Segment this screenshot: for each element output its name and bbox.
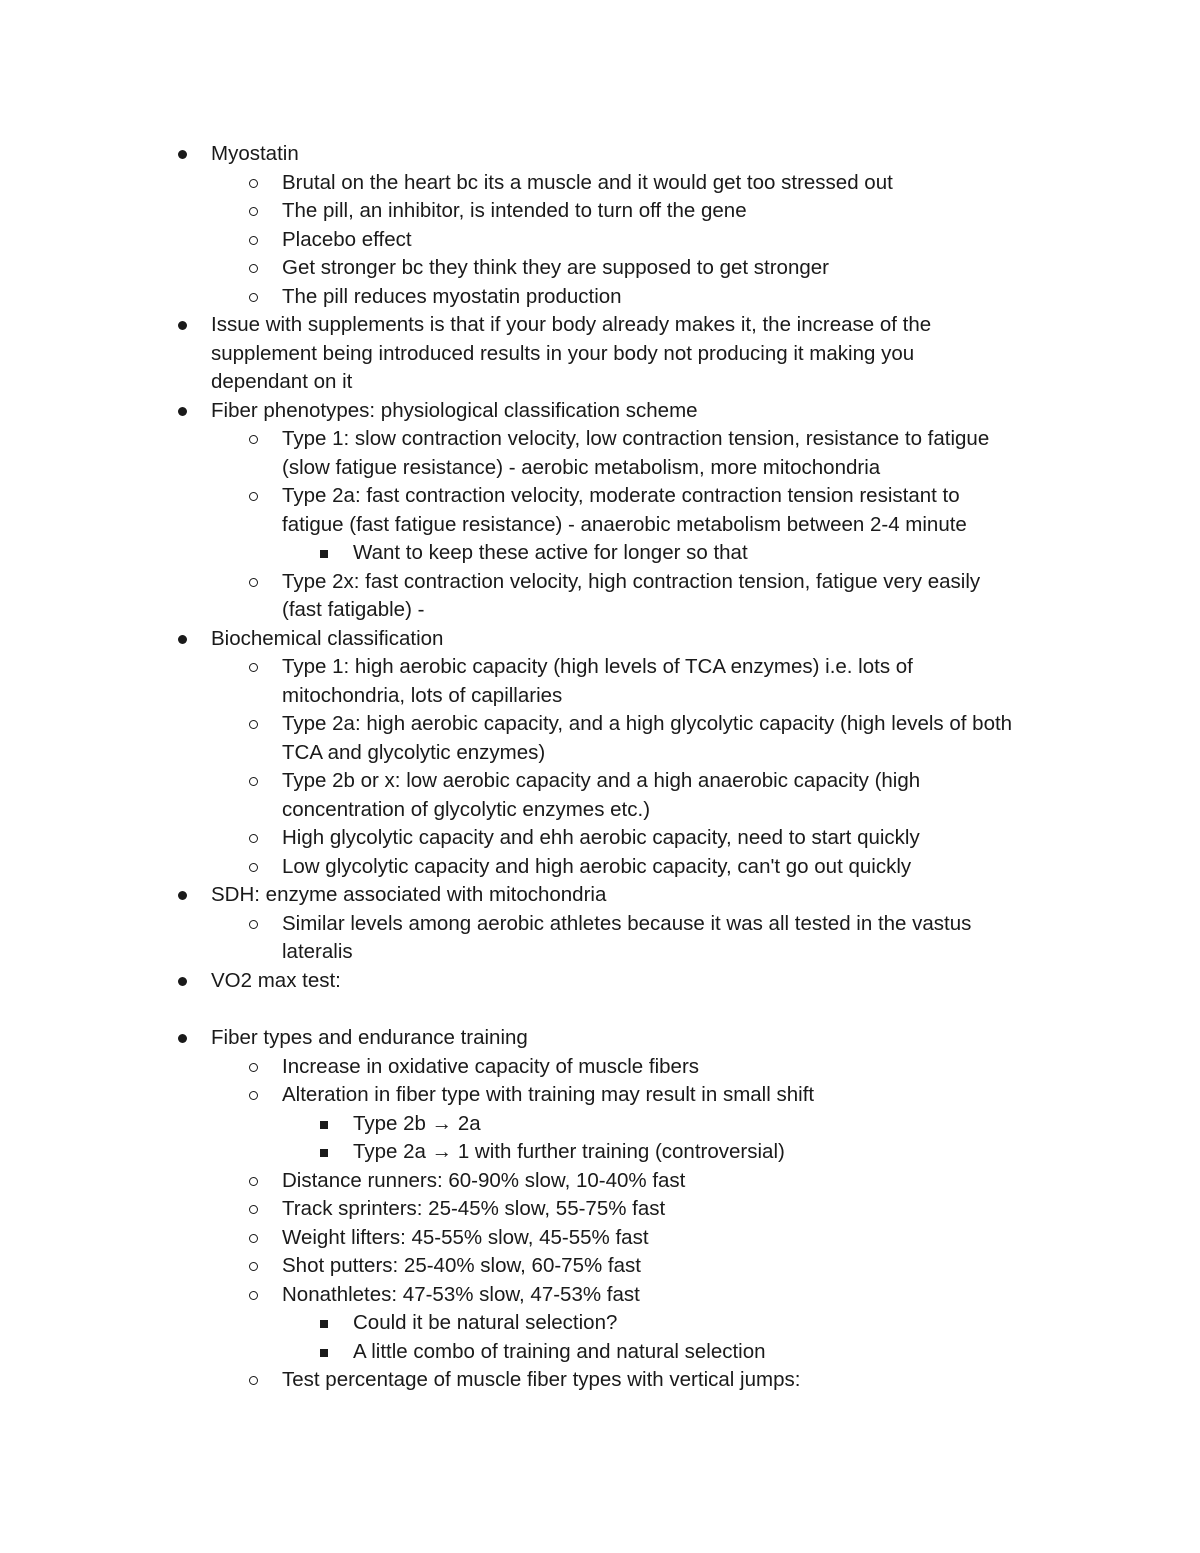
list-item-text: The pill reduces myostatin production [282, 284, 622, 308]
list-item-level-0 [0, 881, 1200, 910]
list-item-text: Type 1: slow contraction velocity, low contraction tension, resistance to fatigue [282, 427, 990, 450]
hollow-circle-bullet-icon [249, 1234, 258, 1243]
hollow-circle-bullet-icon [249, 1376, 258, 1385]
list-item-level-1 [0, 1366, 1200, 1395]
list-item-text: TCA and glycolytic enzymes) [282, 740, 546, 764]
list-item-level-0 [0, 311, 1200, 340]
list-item-text: Type 2a → 1 with further training (controversial) [353, 1140, 785, 1163]
list-item-level-0-continuation [0, 340, 1200, 369]
list-item-level-2 [0, 1110, 1200, 1139]
list-item-text: Type 2a: fast contraction velocity, moderate contraction tension resistant to [282, 484, 960, 507]
list-item-text: Placebo effect [282, 227, 412, 251]
list-item-level-2 [0, 1309, 1200, 1338]
filled-circle-bullet-icon [178, 407, 187, 416]
filled-circle-bullet-icon [178, 321, 187, 330]
filled-circle-bullet-icon [178, 977, 187, 986]
list-item-text: Weight lifters: 45-55% slow, 45-55% fast [282, 1225, 649, 1249]
list-item-level-1 [0, 1281, 1200, 1310]
list-item-level-1 [0, 653, 1200, 682]
list-item-text: Myostatin [211, 142, 299, 165]
list-item-level-1 [0, 1053, 1200, 1082]
hollow-circle-bullet-icon [249, 1205, 258, 1214]
hollow-circle-bullet-icon [249, 264, 258, 273]
list-item-text: Fiber types and endurance training [211, 1026, 528, 1049]
square-bullet-icon [320, 1320, 328, 1328]
list-item-level-1 [0, 767, 1200, 796]
list-item-level-0 [0, 1024, 1200, 1053]
list-item-level-1 [0, 197, 1200, 226]
hollow-circle-bullet-icon [249, 236, 258, 245]
list-item-level-2 [0, 539, 1200, 568]
square-bullet-icon [320, 1121, 328, 1129]
square-bullet-icon [320, 1349, 328, 1357]
list-item-text: Track sprinters: 25-45% slow, 55-75% fast [282, 1197, 666, 1220]
list-item-text: Similar levels among aerobic athletes because it was all tested in the vastus [282, 911, 972, 935]
list-item-level-1 [0, 1224, 1200, 1253]
hollow-circle-bullet-icon [249, 834, 258, 843]
list-item-text: (fast fatigable) - [282, 598, 425, 621]
list-item-level-1 [0, 710, 1200, 739]
list-item-level-1-continuation [0, 682, 1200, 711]
hollow-circle-bullet-icon [249, 920, 258, 929]
list-item-level-1 [0, 226, 1200, 255]
list-item-text: Type 2x: fast contraction velocity, high contraction tension, fatigue very easily [282, 569, 981, 593]
list-item-text: Get stronger bc they think they are supposed to get stronger [282, 256, 829, 279]
list-item-level-0 [0, 967, 1200, 996]
hollow-circle-bullet-icon [249, 578, 258, 587]
hollow-circle-bullet-icon [249, 492, 258, 501]
list-item-level-0 [0, 140, 1200, 169]
list-item-level-1 [0, 283, 1200, 312]
list-item-level-0-continuation [0, 368, 1200, 397]
list-item-level-1-continuation [0, 511, 1200, 540]
hollow-circle-bullet-icon [249, 663, 258, 672]
list-item-level-1 [0, 1195, 1200, 1224]
list-item-text: Low glycolytic capacity and high aerobic capacity, can't go out quickly [282, 854, 912, 878]
hollow-circle-bullet-icon [249, 1291, 258, 1300]
list-item-text: lateralis [282, 940, 353, 963]
filled-circle-bullet-icon [178, 150, 187, 159]
list-item-level-1 [0, 482, 1200, 511]
list-item-level-0 [0, 397, 1200, 426]
list-item-text: mitochondria, lots of capillaries [282, 683, 563, 707]
list-item-level-2 [0, 1138, 1200, 1167]
list-item-level-1-continuation [0, 739, 1200, 768]
list-item-text: Biochemical classification [211, 626, 444, 650]
list-item-text: A little combo of training and natural selection [353, 1339, 766, 1363]
square-bullet-icon [320, 1149, 328, 1157]
list-item-text: (slow fatigue resistance) - aerobic metabolism, more mitochondria [282, 455, 881, 479]
list-item-level-1 [0, 254, 1200, 283]
list-item-text: Increase in oxidative capacity of muscle fibers [282, 1054, 700, 1078]
list-item-text: Type 1: high aerobic capacity (high levels of TCA enzymes) i.e. lots of [282, 655, 913, 678]
hollow-circle-bullet-icon [249, 435, 258, 444]
hollow-circle-bullet-icon [249, 1091, 258, 1100]
list-item-text: Shot putters: 25-40% slow, 60-75% fast [282, 1254, 641, 1277]
list-item-text: Alteration in fiber type with training may result in small shift [282, 1083, 815, 1106]
list-item-text: supplement being introduced results in your body not producing it making you [211, 341, 915, 365]
list-item-text: Type 2b → 2a [353, 1111, 481, 1135]
list-item-text: Test percentage of muscle fiber types with vertical jumps: [282, 1368, 801, 1391]
list-item-text: Brutal on the heart bc its a muscle and it would get too stressed out [282, 170, 893, 194]
list-item-level-1-continuation [0, 596, 1200, 625]
list-item-text: High glycolytic capacity and ehh aerobic capacity, need to start quickly [282, 826, 920, 849]
list-item-level-1 [0, 169, 1200, 198]
list-item-level-1 [0, 853, 1200, 882]
list-item-text: concentration of glycolytic enzymes etc.) [282, 797, 651, 821]
blank-line [0, 995, 1200, 1024]
list-item-text: Issue with supplements is that if your body already makes it, the increase of the [211, 313, 932, 336]
list-item-level-1-continuation [0, 938, 1200, 967]
list-item-text: Nonathletes: 47-53% slow, 47-53% fast [282, 1282, 640, 1306]
list-item-text: Want to keep these active for longer so that [353, 541, 748, 564]
list-item-level-2 [0, 1338, 1200, 1367]
list-item-text: dependant on it [211, 370, 353, 393]
hollow-circle-bullet-icon [249, 1063, 258, 1072]
list-item-level-1 [0, 824, 1200, 853]
filled-circle-bullet-icon [178, 635, 187, 644]
list-item-text: fatigue (fast fatigue resistance) - anaerobic metabolism between 2-4 minute [282, 512, 967, 536]
list-item-text: Type 2a: high aerobic capacity, and a high glycolytic capacity (high levels of both [282, 712, 1013, 735]
list-item-level-1-continuation [0, 796, 1200, 825]
list-item-level-0 [0, 625, 1200, 654]
list-item-level-1 [0, 568, 1200, 597]
list-item-text: The pill, an inhibitor, is intended to turn off the gene [282, 199, 747, 222]
list-item-text: SDH: enzyme associated with mitochondria [211, 883, 607, 906]
document-body [0, 140, 1200, 1395]
list-item-level-1 [0, 910, 1200, 939]
hollow-circle-bullet-icon [249, 777, 258, 786]
list-item-level-1 [0, 1081, 1200, 1110]
list-item-text: Distance runners: 60-90% slow, 10-40% fast [282, 1168, 686, 1192]
hollow-circle-bullet-icon [249, 207, 258, 216]
hollow-circle-bullet-icon [249, 179, 258, 188]
list-item-level-1-continuation [0, 454, 1200, 483]
hollow-circle-bullet-icon [249, 863, 258, 872]
filled-circle-bullet-icon [178, 891, 187, 900]
hollow-circle-bullet-icon [249, 293, 258, 302]
list-item-level-1 [0, 1167, 1200, 1196]
hollow-circle-bullet-icon [249, 720, 258, 729]
filled-circle-bullet-icon [178, 1034, 187, 1043]
list-item-text: VO2 max test: [211, 968, 341, 992]
list-item-text: Type 2b or x: low aerobic capacity and a high anaerobic capacity (high [282, 769, 921, 792]
hollow-circle-bullet-icon [249, 1177, 258, 1186]
list-item-level-1 [0, 425, 1200, 454]
list-item-text: Fiber phenotypes: physiological classification scheme [211, 398, 698, 422]
list-item-level-1 [0, 1252, 1200, 1281]
hollow-circle-bullet-icon [249, 1262, 258, 1271]
square-bullet-icon [320, 550, 328, 558]
list-item-text: Could it be natural selection? [353, 1311, 618, 1334]
